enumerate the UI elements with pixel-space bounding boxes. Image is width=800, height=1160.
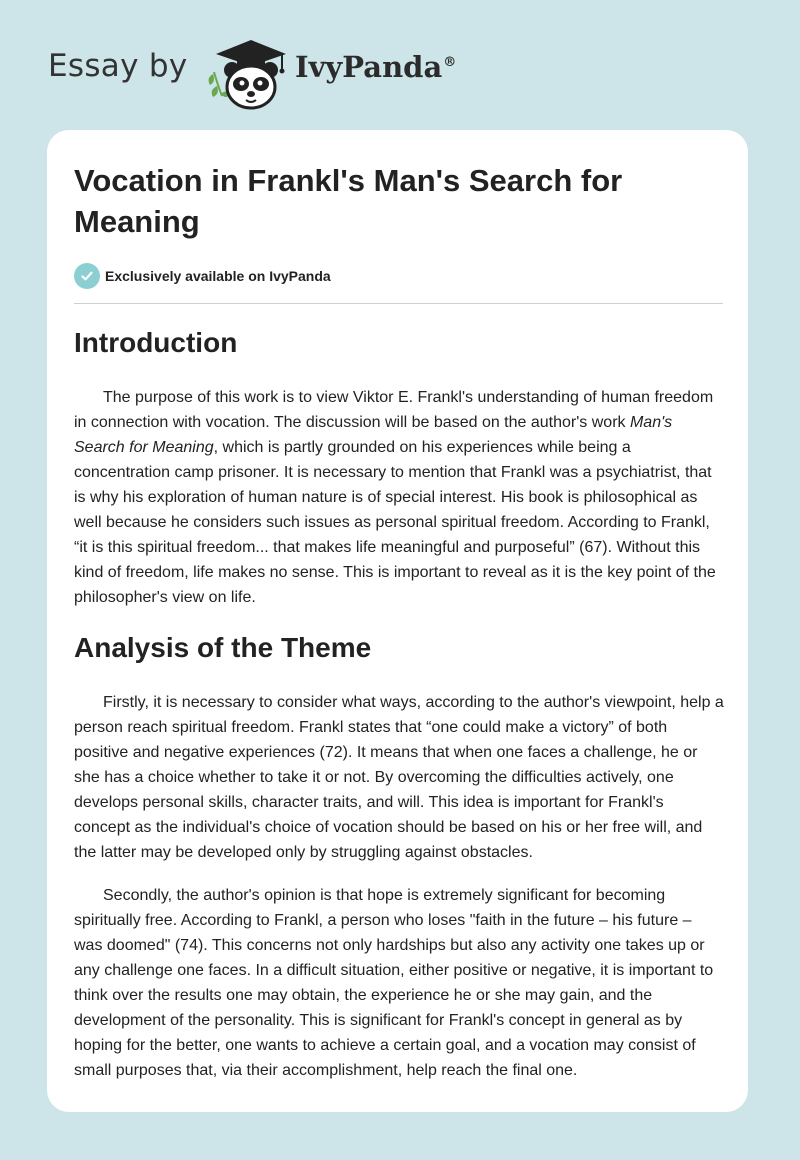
site-header xyxy=(48,30,548,110)
section-heading-analysis: Analysis of the Theme xyxy=(74,632,372,663)
exclusive-badge xyxy=(74,263,331,289)
analysis-paragraph-2: Secondly, the author's opinion is that hope is extremely significant for becoming spiritually free. According to Frankl, a person who loses "faith in the future – his future – was doomed" (74). This concerns not only hardships but also any activity one takes up or any challenge one faces. In a difficult situation, either positive or negative, it is important to think over the results one may obtain, the experience he or she may gain, and the development of the personality. This is significant for Frankl's concept in general as by hoping for the better, one wants to achieve a certain goal, and a vocation may consist of small purposes that, via their accomplishment, help reach the final one. xyxy=(74,887,714,1079)
essay-by-label: Essay by xyxy=(48,48,188,84)
brand-name: IvyPanda® xyxy=(295,50,457,84)
introduction-paragraph: The purpose of this work is to view Viktor E. Frankl's understanding of human freedom in connection with vocation. The discussion will be based on the author's work Man's Search for Meaning, which is partly grounded on his experiences while being a concentration camp prisoner. It is necessary to mention that Frankl was a psychiatrist, that is why his exploration of human nature is of special interest. His book is philosophical as well because he considers such issues as personal spiritual freedom. According to Frankl, “it is this spiritual freedom... that makes life meaningful and purposeful” (67). Without this kind of freedom, life makes no sense. This is important to reveal as it is the key point of the philosopher's view on life. xyxy=(74,389,716,606)
divider xyxy=(74,303,723,304)
check-circle-icon xyxy=(74,263,100,289)
badge-text: Exclusively available on IvyPanda xyxy=(105,268,331,284)
analysis-paragraph-1: Firstly, it is necessary to consider what ways, according to the author's viewpoint, help a person reach spiritual freedom. Frankl states that “one could make a victory” of both positive and negative experiences (72). It means that when one faces a challenge, he or she has a choice whether to take it or not. By overcoming the difficulties actively, one develops personal skills, character traits, and will. This idea is important for Frankl's concept as the individual's choice of vocation should be based on his or her free will, and the latter may be developed only by struggling against obstacles. xyxy=(74,694,724,861)
book-title-italic: Man's Search for Meaning xyxy=(74,414,673,456)
section-heading-introduction: Introduction xyxy=(74,327,238,358)
essay-body xyxy=(74,323,724,1083)
registered-mark: ® xyxy=(443,55,457,71)
panda-graduation-cap-icon xyxy=(204,34,290,112)
essay-title: Vocation in Frankl's Man's Search for Meaning xyxy=(74,163,623,239)
essay-card xyxy=(47,130,748,1112)
